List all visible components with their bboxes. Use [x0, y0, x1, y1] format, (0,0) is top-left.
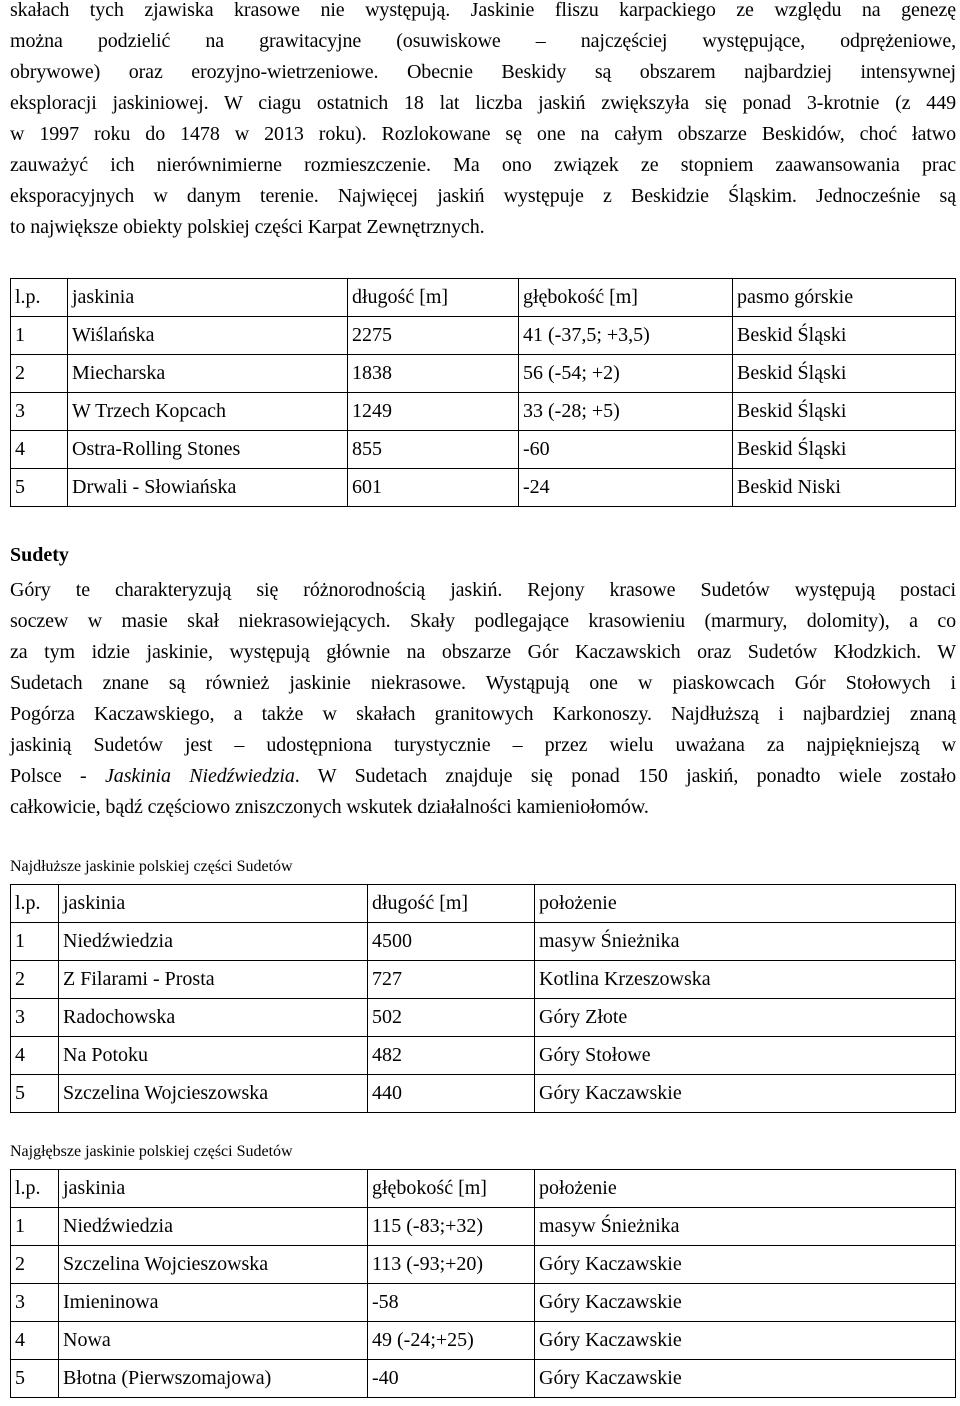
header-cell: jaskinia — [59, 1170, 368, 1208]
table-cell: 3 — [11, 1284, 59, 1322]
sudety-line: soczew w masie skał niekrasowiejących. Skały podlegające krasowieniu (marmury, dolomity), a co — [10, 610, 956, 632]
sudety-line-part: Polsce - — [10, 765, 106, 787]
longest-caves-caption: Najdłuższe jaskinie polskiej części Sudetów — [10, 858, 293, 875]
longest-caves-table — [10, 884, 956, 1113]
table-cell: 482 — [368, 1037, 535, 1075]
intro-paragraph — [10, 0, 956, 243]
table-cell: -24 — [519, 469, 733, 507]
deepest-caves-table — [10, 1169, 956, 1398]
table-cell: Ostra-Rolling Stones — [68, 431, 348, 469]
section-heading-sudety: Sudety — [10, 544, 69, 566]
table-cell: Beskid Śląski — [733, 317, 956, 355]
table-cell: -60 — [519, 431, 733, 469]
header-cell: l.p. — [11, 279, 68, 317]
table-header-row — [11, 885, 956, 923]
table-cell: W Trzech Kopcach — [68, 393, 348, 431]
table-cell: Góry Kaczawskie — [535, 1075, 956, 1113]
table-cell: masyw Śnieżnika — [535, 923, 956, 961]
table-cell: 5 — [11, 1075, 59, 1113]
table-cell: 2 — [11, 355, 68, 393]
table-cell: Szczelina Wojcieszowska — [59, 1246, 368, 1284]
table-cell: 4 — [11, 431, 68, 469]
table-cell: Radochowska — [59, 999, 368, 1037]
table-cell: 502 — [368, 999, 535, 1037]
table-cell: 2275 — [348, 317, 519, 355]
table-cell: Beskid Śląski — [733, 393, 956, 431]
table-cell: Góry Kaczawskie — [535, 1246, 956, 1284]
table-cell: 2 — [11, 961, 59, 999]
table-row — [11, 431, 956, 469]
table-cell: 33 (-28; +5) — [519, 393, 733, 431]
table-cell: Beskid Śląski — [733, 355, 956, 393]
table-cell: Góry Stołowe — [535, 1037, 956, 1075]
header-cell: położenie — [535, 885, 956, 923]
table-cell: Błotna (Pierwszomajowa) — [59, 1360, 368, 1398]
sudety-paragraph — [10, 575, 956, 823]
table-cell: 4 — [11, 1322, 59, 1360]
intro-line: zauważyć ich nierównimierne rozmieszczenie. Ma ono związek ze stopniem zaawansowania prac — [10, 154, 956, 176]
table-cell: 113 (-93;+20) — [368, 1246, 535, 1284]
table-cell: Góry Złote — [535, 999, 956, 1037]
table-cell: Szczelina Wojcieszowska — [59, 1075, 368, 1113]
table-row — [11, 999, 956, 1037]
table-cell: Z Filarami - Prosta — [59, 961, 368, 999]
sudety-line: za tym idzie jaskinie, występują głównie na obszarze Gór Kaczawskich oraz Sudetów Kłodzkich. W — [10, 641, 956, 663]
intro-line: eksporacyjnych w danym terenie. Najwięcej jaskiń występuje z Beskidzie Śląskim. Jednocześnie są — [10, 185, 956, 207]
table-cell: Nowa — [59, 1322, 368, 1360]
header-cell: jaskinia — [59, 885, 368, 923]
sudety-line-mixed — [10, 761, 956, 792]
table-cell: masyw Śnieżnika — [535, 1208, 956, 1246]
sudety-line: Sudetach znane są również jaskinie niekrasowe. Wystąpują one w piaskowcach Gór Stołowych i — [10, 672, 956, 694]
table-cell: 5 — [11, 469, 68, 507]
table-row — [11, 923, 956, 961]
table-cell: 4 — [11, 1037, 59, 1075]
table-row — [11, 355, 956, 393]
table-cell: Drwali - Słowiańska — [68, 469, 348, 507]
table-cell: 41 (-37,5; +3,5) — [519, 317, 733, 355]
table-cell: Miecharska — [68, 355, 348, 393]
table-cell: 5 — [11, 1360, 59, 1398]
intro-line: w 1997 roku do 1478 w 2013 roku). Rozlokowane sę one na całym obszarze Beskidów, choć łatwo — [10, 123, 956, 145]
table-cell: 2 — [11, 1246, 59, 1284]
table-cell: 56 (-54; +2) — [519, 355, 733, 393]
table-cell: 601 — [348, 469, 519, 507]
table-cell: 1 — [11, 923, 59, 961]
table-cell: 1838 — [348, 355, 519, 393]
sudety-line: całkowicie, bądź częściowo zniszczonych wskutek działalności kamieniołomów. — [10, 796, 649, 818]
intro-line: skałach tych zjawiska krasowe nie występują. Jaskinie fliszu karpackiego ze względu na genezę — [10, 0, 956, 21]
cave-name-italic: Jaskinia Niedźwiedzia — [105, 765, 295, 787]
table-row — [11, 1284, 956, 1322]
table-cell: Na Potoku — [59, 1037, 368, 1075]
table-header-row — [11, 1170, 956, 1208]
table-row — [11, 469, 956, 507]
table-cell: 440 — [368, 1075, 535, 1113]
table-cell: Beskid Śląski — [733, 431, 956, 469]
table-cell: 49 (-24;+25) — [368, 1322, 535, 1360]
table-row — [11, 317, 956, 355]
table-cell: Niedźwiedzia — [59, 923, 368, 961]
table-cell: Beskid Niski — [733, 469, 956, 507]
table-cell: 727 — [368, 961, 535, 999]
header-cell: długość [m] — [368, 885, 535, 923]
header-cell: l.p. — [11, 885, 59, 923]
intro-line: obrywowe) oraz erozyjno-wietrzeniowe. Obecnie Beskidy są obszarem najbardziej intensywnej — [10, 61, 956, 83]
table-cell: Góry Kaczawskie — [535, 1322, 956, 1360]
intro-line: można podzielić na grawitacyjne (osuwiskowe – najczęściej występujące, odprężeniowe, — [10, 30, 956, 52]
header-cell: głębokość [m] — [368, 1170, 535, 1208]
table-cell: 3 — [11, 393, 68, 431]
header-cell: l.p. — [11, 1170, 59, 1208]
table-row — [11, 1322, 956, 1360]
table-cell: -40 — [368, 1360, 535, 1398]
table-row — [11, 1246, 956, 1284]
header-cell: głębokość [m] — [519, 279, 733, 317]
table-row — [11, 1360, 956, 1398]
table-row — [11, 393, 956, 431]
table-cell: 3 — [11, 999, 59, 1037]
table-cell: 855 — [348, 431, 519, 469]
header-cell: długość [m] — [348, 279, 519, 317]
table-cell: 1 — [11, 317, 68, 355]
table-cell: 4500 — [368, 923, 535, 961]
sudety-line: Pogórza Kaczawskiego, a także w skałach granitowych Karkonoszy. Najdłuższą i najbardziej znaną — [10, 703, 956, 725]
table-cell: Wiślańska — [68, 317, 348, 355]
intro-line: eksploracji jaskiniowej. W ciagu ostatnich 18 lat liczba jaskiń zwiększyła się ponad 3-krotnie (z 449 — [10, 92, 956, 114]
table-row — [11, 961, 956, 999]
table-cell: Góry Kaczawskie — [535, 1284, 956, 1322]
table-cell: Góry Kaczawskie — [535, 1360, 956, 1398]
table-row — [11, 1075, 956, 1113]
sudety-line: Góry te charakteryzują się różnorodnością jaskiń. Rejony krasowe Sudetów występują postaci — [10, 579, 956, 601]
header-cell: jaskinia — [68, 279, 348, 317]
table-cell: 115 (-83;+32) — [368, 1208, 535, 1246]
sudety-line-part: . W Sudetach znajduje się ponad 150 jaskiń, ponadto wiele zostało — [294, 765, 956, 787]
table-cell: Kotlina Krzeszowska — [535, 961, 956, 999]
table-cell: 1249 — [348, 393, 519, 431]
table-cell: Niedźwiedzia — [59, 1208, 368, 1246]
table-header-row — [11, 279, 956, 317]
table-row — [11, 1208, 956, 1246]
deepest-caves-caption: Najgłębsze jaskinie polskiej części Sudetów — [10, 1143, 293, 1160]
header-cell: pasmo górskie — [733, 279, 956, 317]
table-cell: Imieninowa — [59, 1284, 368, 1322]
intro-line: to największe obiekty polskiej części Karpat Zewnętrznych. — [10, 216, 485, 238]
table-cell: 1 — [11, 1208, 59, 1246]
beskidy-caves-table — [10, 278, 956, 507]
table-row — [11, 1037, 956, 1075]
sudety-line: jaskinią Sudetów jest – udostępniona turystycznie – przez wielu uważana za najpiękniejszą w — [10, 734, 956, 756]
header-cell: położenie — [535, 1170, 956, 1208]
table-cell: -58 — [368, 1284, 535, 1322]
